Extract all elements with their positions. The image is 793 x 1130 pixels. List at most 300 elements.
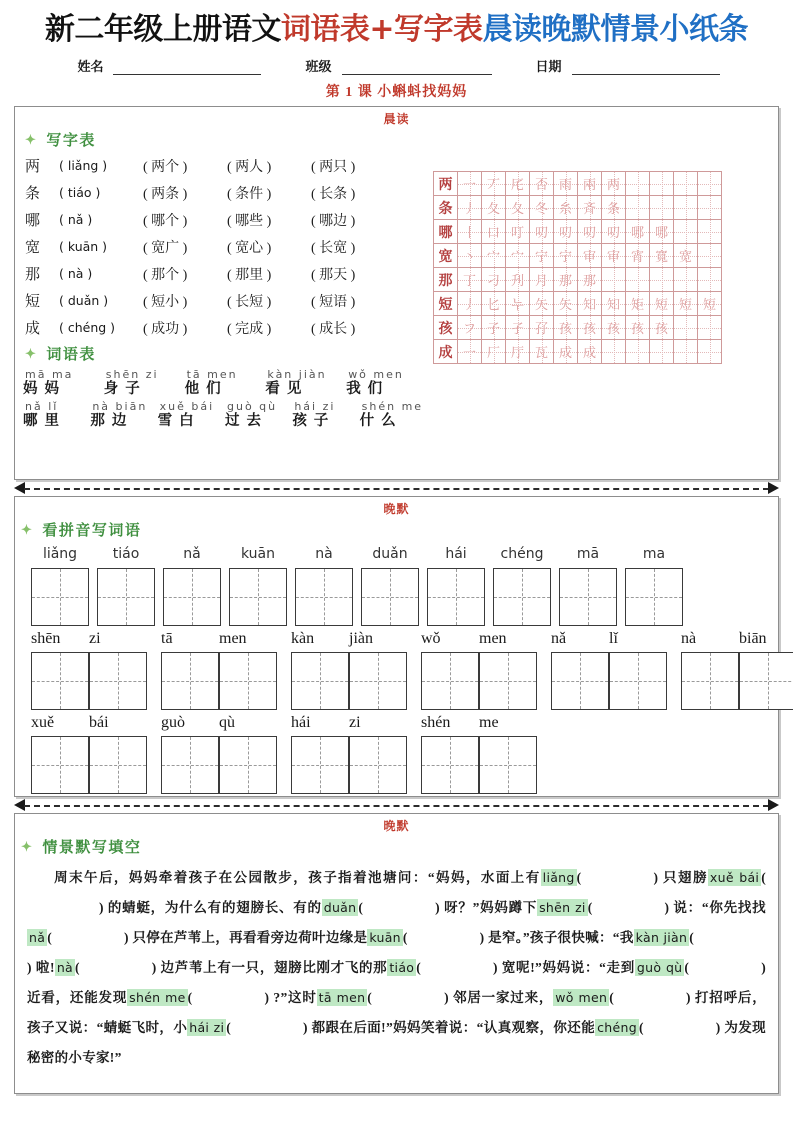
stroke-glyph: 厇 [510,177,524,192]
arrow-right-icon [768,799,779,811]
highlighted-pinyin: nǎ [29,930,46,945]
pinyin-label-row [15,544,778,564]
pinyin-label: tā [161,630,173,647]
stroke-cell [674,196,698,220]
stroke-cell [602,172,626,196]
stroke-glyph: 厂 [486,345,500,360]
writing-box[interactable] [89,736,147,794]
character-word: ( 成长 ) [311,321,356,337]
stroke-cell [482,196,506,220]
title-part-blue: 晨读晚默情景小纸条 [482,12,749,47]
pinyin-label-pair [31,630,147,648]
vocabulary-pinyin: wǒ men [348,368,404,381]
character-word: ( 完成 ) [227,321,272,337]
writing-box[interactable] [89,652,147,710]
stroke-cell [650,172,674,196]
diamond-icon: ✦ [25,346,38,361]
date-input[interactable] [572,59,720,75]
writing-box[interactable] [229,568,287,626]
vocabulary-hanzi: 妈妈 [23,381,66,397]
spacer [617,544,625,564]
stroke-glyph: 孩 [582,321,596,336]
stroke-cell [602,244,626,268]
passage-text: ( [226,1020,232,1035]
writing-box[interactable] [479,652,537,710]
passage-text: ) 呀？”妈妈蹲下 [435,900,538,915]
stroke-cell [674,316,698,340]
stroke-cell [530,196,554,220]
title-part-red: 词语表+写字表 [280,12,483,47]
character-pinyin: ( chéng ) [59,320,116,335]
spacer [89,568,97,626]
writing-box-pair [31,652,147,710]
passage-text: ( [576,870,582,885]
writing-box[interactable] [291,736,349,794]
stroke-cell [578,220,602,244]
stroke-glyph: 孩 [654,321,668,336]
vocabulary-hanzi: 看见 [265,381,309,397]
stroke-cell [578,244,602,268]
pinyin-label-pair [551,630,667,648]
highlighted-pinyin: kuān [369,930,401,945]
stroke-glyph: 成 [582,345,596,360]
pinyin-label-pair [421,714,537,732]
vocabulary-item [292,401,359,430]
writing-box-pair [551,652,667,710]
stroke-cell [458,244,482,268]
vocabulary-pinyin: nǎ lǐ [25,400,59,413]
stroke-order-row [434,172,722,196]
stroke-order-row [434,196,722,220]
stroke-glyph: 丿 [462,201,476,216]
spacer [353,568,361,626]
character-word: ( 长宽 ) [311,240,356,256]
stroke-cell [650,316,674,340]
character-word: ( 那天 ) [311,267,356,283]
writing-box[interactable] [421,652,479,710]
writing-cell [493,568,551,626]
stroke-cell [626,172,650,196]
stroke-glyph: 糸 [558,201,572,216]
stroke-cell [578,316,602,340]
passage-text: ) 近看，还能发现 [27,960,766,1005]
stroke-cell [626,196,650,220]
stroke-cell [578,172,602,196]
evening-dictation-panel [14,496,779,797]
character-row [19,206,427,233]
vocabulary-pinyin: kàn jiàn [267,368,327,381]
writing-box-pair [161,652,277,710]
stroke-cell [698,292,722,316]
stroke-cell [482,340,506,364]
passage-text: ) 的蜻蜓，为什么有的翅膀长、有的 [99,900,322,915]
character-pinyin: ( liǎng ) [59,158,108,173]
passage-text: ) 啦! [27,960,55,975]
spacer [419,568,427,626]
character-word: ( 两条 ) [143,186,188,202]
writing-box[interactable] [421,736,479,794]
stroke-glyph: 审 [606,249,620,264]
stroke-glyph: 丨 [462,225,476,240]
stroke-glyph: 冬 [534,201,548,216]
passage-text: ) 边芦苇上有一只，翅膀比刚才飞的那 [151,960,388,975]
pinyin-label-cell [229,544,287,564]
stroke-glyph: 孖 [534,321,548,336]
character-glyph: 那 [25,267,41,283]
dashed-line [24,805,769,807]
writing-box[interactable] [291,652,349,710]
stroke-glyph: 叨 [558,225,572,240]
character-pinyin: ( nǎ ) [59,212,93,227]
highlighted-pinyin: liǎng [542,870,575,885]
stroke-cell [674,220,698,244]
stroke-cell [554,268,578,292]
character-pinyin: ( tiáo ) [59,185,101,200]
passage-text: ) 只停在芦苇上，再看看旁边荷叶边缘是 [123,930,368,945]
writing-box[interactable] [31,568,89,626]
passage-text: ) 打招呼后，孩子又说：“蜻蜓飞时，小 [27,990,766,1035]
pinyin-label: nà [315,546,333,562]
pinyin-label: kuān [240,546,275,562]
writing-box[interactable] [295,568,353,626]
stroke-glyph: 宽 [678,249,692,264]
pinyin-label: mā [576,546,600,562]
pinyin-label: me [479,714,499,731]
stroke-cell [650,268,674,292]
stroke-row-character: 两 [434,172,458,196]
stroke-order-row [434,220,722,244]
stroke-glyph: 哪 [654,225,668,240]
stroke-order-row [434,316,722,340]
pinyin-label-cell [361,544,419,564]
stroke-glyph: 夂 [486,201,500,216]
vocabulary-hanzi: 那边 [90,413,134,429]
stroke-cell [506,316,530,340]
stroke-glyph: 矢 [558,297,572,312]
stroke-cell [482,316,506,340]
stroke-cell [698,196,722,220]
writing-box[interactable] [739,652,793,710]
vocabulary-pinyin: mā ma [25,368,74,381]
pinyin-label: lǐ [609,630,618,647]
vocabulary-item [225,401,292,430]
vocabulary-pinyin: guò qù [226,400,278,413]
vocabulary-item [23,401,90,430]
pinyin-label: men [479,630,507,647]
pinyin-label-pair [31,714,147,732]
writing-box[interactable] [493,568,551,626]
pinyin-label: chéng [500,546,544,562]
writing-box[interactable] [625,568,683,626]
cloze-passage-panel [14,813,779,1094]
spacer [537,714,551,732]
spacer [551,568,559,626]
stroke-cell [482,244,506,268]
pinyin-label: nǎ [183,546,201,562]
stroke-glyph: 丆 [486,177,500,192]
stroke-glyph: 宀 [510,249,524,264]
spacer [551,544,559,564]
writing-box[interactable] [361,568,419,626]
character-word: ( 长短 ) [227,294,272,310]
writing-box[interactable] [479,736,537,794]
character-word: ( 两人 ) [227,159,272,175]
passage-text: ) 只翅膀 [653,870,708,885]
character-glyph: 宽 [25,240,41,256]
pinyin-label: nǎ [551,630,567,647]
highlighted-pinyin: guò qù [636,960,683,975]
pinyin-label-pair [681,630,793,648]
stroke-cell [530,340,554,364]
spacer [667,652,681,710]
vocabulary-pinyin: hái zi [294,400,336,413]
stroke-cell [458,316,482,340]
title-part-black: 新二年级上册语文 [44,12,281,47]
character-row [19,179,427,206]
section-tag-evening-1: 晚默 [383,502,410,516]
character-row [19,152,427,179]
stroke-glyph: フ [462,321,476,336]
writing-box[interactable] [219,736,277,794]
vocabulary-hanzi: 我们 [346,381,390,397]
writing-box[interactable] [609,652,667,710]
character-pinyin: ( nà ) [59,266,93,281]
passage-text: ) 邻居一家过来， [444,990,554,1005]
pinyin-label-row [15,630,778,648]
stroke-cell [698,316,722,340]
highlighted-pinyin: hái zi [189,1020,225,1035]
section-tag-evening-2: 晚默 [383,819,410,833]
pinyin-label-pair [161,714,277,732]
cloze-heading [15,836,778,857]
writing-cell [361,568,419,626]
stroke-glyph: 子 [486,321,500,336]
character-word: ( 两只 ) [311,159,356,175]
write-list-heading [19,129,427,150]
vocabulary-row [23,398,427,430]
name-input[interactable] [113,59,261,75]
stroke-cell [458,340,482,364]
stroke-glyph: 宵 [630,249,644,264]
writing-box-row [15,652,778,710]
stroke-order-row [434,244,722,268]
stroke-glyph: 丿 [462,297,476,312]
spacer [147,630,161,648]
stroke-glyph: 寬 [654,249,668,264]
passage-text: ) 为发现秘密的小专家!” [27,1020,766,1065]
stroke-glyph: 叨 [582,225,596,240]
passage-text: ) 说：“你先找找 [664,900,766,915]
vocabulary-item [346,369,427,398]
stroke-glyph: 条 [606,201,620,216]
writing-box-pair [681,652,793,710]
spacer [277,652,291,710]
vocabulary-item [90,401,157,430]
character-word: ( 宽广 ) [143,240,188,256]
class-input[interactable] [342,59,492,75]
spacer [147,736,161,794]
character-glyph: 条 [25,186,41,202]
writing-box[interactable] [31,736,89,794]
writing-box[interactable] [219,652,277,710]
passage-text: ( [587,900,593,915]
vocabulary-hanzi: 他们 [184,381,228,397]
morning-left-column [15,127,427,499]
stroke-cell [554,292,578,316]
stroke-cell [626,340,650,364]
spacer [617,568,625,626]
writing-box[interactable] [349,736,407,794]
writing-box[interactable] [349,652,407,710]
stroke-glyph: 知 [582,297,596,312]
stroke-order-row [434,340,722,364]
pinyin-grid-row-1 [15,544,778,626]
stroke-row-character: 宽 [434,244,458,268]
character-glyph: 成 [25,321,41,337]
word-list-heading [19,343,427,364]
stroke-glyph: 夂 [510,201,524,216]
stroke-glyph: 孩 [606,321,620,336]
stroke-cell [626,316,650,340]
pinyin-label: hái [445,546,467,562]
vocabulary-hanzi: 过去 [224,413,268,429]
stroke-glyph: 一 [462,345,476,360]
spacer [407,714,421,732]
passage-text: ( [187,990,193,1005]
stroke-glyph: 刁 [486,273,500,288]
stroke-cell [506,196,530,220]
stroke-glyph: 雨 [558,177,572,192]
character-glyph: 短 [25,294,41,310]
stroke-cell [602,220,626,244]
stroke-cell [650,292,674,316]
character-word: ( 成功 ) [143,321,188,337]
stroke-cell [578,340,602,364]
stroke-glyph: 知 [606,297,620,312]
stroke-order-row [434,268,722,292]
stroke-cell [554,316,578,340]
writing-box[interactable] [97,568,155,626]
character-word: ( 哪个 ) [143,213,188,229]
stroke-cell [530,244,554,268]
writing-box[interactable] [161,652,219,710]
spacer [147,714,161,732]
character-word: ( 条件 ) [227,186,272,202]
character-glyph: 两 [25,159,41,175]
vocabulary-hanzi: 哪里 [23,413,66,429]
stroke-cell [626,292,650,316]
writing-box[interactable] [427,568,485,626]
passage-text: ( [367,990,373,1005]
writing-box[interactable] [161,736,219,794]
pinyin-label: duǎn [372,546,408,562]
pinyin-grid-row-2 [15,630,778,710]
passage-text: ( [761,870,767,885]
stroke-glyph: 叨 [534,225,548,240]
spacer [287,568,295,626]
spacer [667,630,681,648]
stroke-cell [602,316,626,340]
vocabulary-hanzi: 孩子 [292,413,336,429]
cloze-heading-label: 情景默写填空 [42,840,142,856]
character-pinyin: ( duǎn ) [59,293,109,308]
writing-box[interactable] [559,568,617,626]
passage-text: ) ?”这时 [264,990,317,1005]
stroke-cell [530,172,554,196]
stroke-cell [506,340,530,364]
passage-text: ( [75,960,80,975]
dashed-line [24,488,769,490]
passage-text: ( [47,930,52,945]
pinyin-label: wǒ [421,630,441,647]
stroke-cell [458,196,482,220]
writing-box[interactable] [163,568,221,626]
pinyin-label-pair [291,630,407,648]
character-word: ( 哪边 ) [311,213,356,229]
writing-box[interactable] [31,652,89,710]
spacer [277,630,291,648]
pinyin-label: liǎng [42,546,78,562]
page-title [14,8,779,52]
pinyin-label-pair [421,630,537,648]
stroke-glyph: 孑 [510,321,524,336]
stroke-cell [506,244,530,268]
stroke-cell [674,244,698,268]
pinyin-label: guò [161,714,185,731]
stroke-cell [458,220,482,244]
highlighted-pinyin: duǎn [323,900,357,915]
stroke-glyph: 宁 [558,249,572,264]
stroke-glyph: 丁 [462,273,476,288]
spacer [419,544,427,564]
stroke-glyph: 宀 [486,249,500,264]
stroke-cell [506,292,530,316]
stroke-cell [554,196,578,220]
character-row [19,233,427,260]
worksheet-page [0,8,793,1130]
word-list-heading-label: 词语表 [46,347,96,363]
pinyin-label: tiáo [112,546,140,562]
character-row [19,314,427,341]
stroke-row-character: 成 [434,340,458,364]
spacer [221,544,229,564]
stroke-cell [554,244,578,268]
passage-text: ( [358,900,364,915]
stroke-cell [698,220,722,244]
spacer [353,544,361,564]
stroke-cell [626,244,650,268]
lesson-title: 第 1 课 小蝌蚪找妈妈 [325,85,468,100]
stroke-cell [626,220,650,244]
stroke-order-grid [433,171,722,364]
stroke-row-character: 条 [434,196,458,220]
spacer [407,736,421,794]
stroke-glyph: 孩 [630,321,644,336]
writing-box[interactable] [551,652,609,710]
writing-box[interactable] [681,652,739,710]
spacer [485,544,493,564]
stroke-cell [698,244,722,268]
spacer [147,652,161,710]
writing-cell [295,568,353,626]
writing-box-pair [421,736,537,794]
stroke-cell [578,292,602,316]
stroke-glyph: 那 [582,273,596,288]
stroke-glyph: 兩 [582,177,596,192]
stroke-cell [674,268,698,292]
stroke-cell [530,220,554,244]
character-word: ( 哪些 ) [227,213,272,229]
